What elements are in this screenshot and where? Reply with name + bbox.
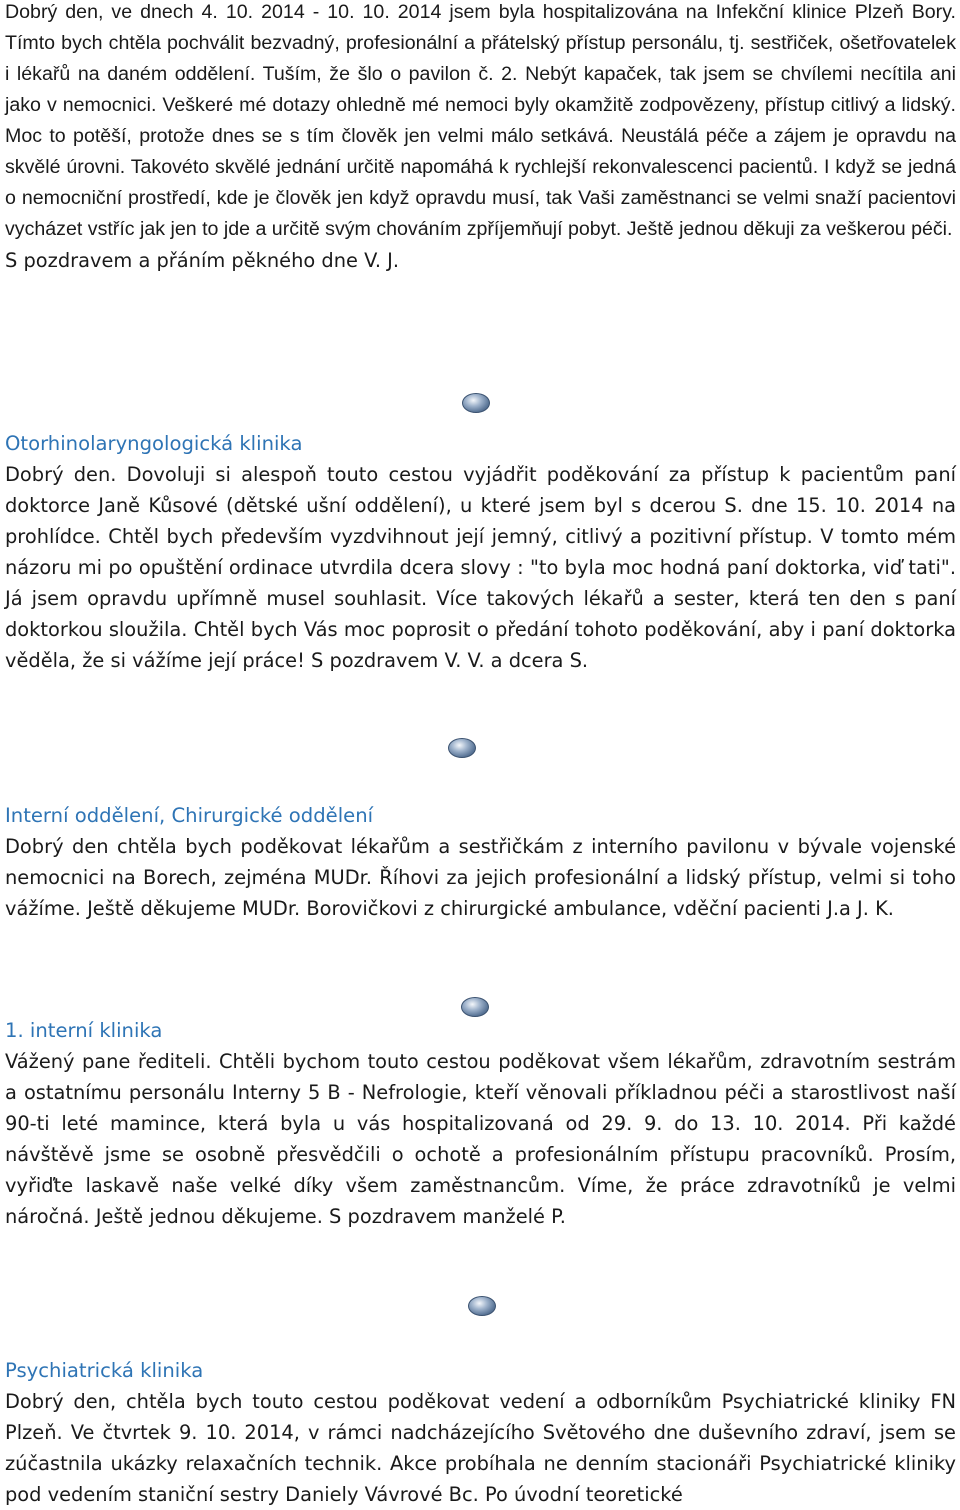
- section-heading: Interní oddělení, Chirurgické oddělení: [5, 804, 374, 827]
- intro-block: [5, 0, 956, 276]
- bullet-icon: [468, 1296, 496, 1316]
- bullet-icon: [462, 393, 490, 413]
- section-text: Vážený pane řediteli. Chtěli bychom touto cestou poděkovat všem lékařům, zdravotním sestrám a ostatnímu personálu Interny 5 B - Nefrologie, kteří věnovali příkladnou péči a starostlivost naší 90-ti leté mamince, která byla u vás hospitalizovaná od 29. 9. do 13. 10. 2014. Při každé návštěvě jsme se osobně přesvědčili o ochotě a profesionálním přístupu pracovníků. Prosím, vyřiďte laskavě naše velké díky všem zaměstnancům. Víme, že práce zdravotníků je velmi náročná. Ještě jednou děkujeme. S pozdravem manželé P.: [5, 1050, 956, 1228]
- section-heading: Otorhinolaryngologická klinika: [5, 432, 303, 455]
- bullet-icon: [448, 738, 476, 758]
- intro-text: Dobrý den, ve dnech 4. 10. 2014 - 10. 10. 2014 jsem byla hospitalizována na Infekční klinice Plzeň Bory. Tímto bych chtěla pochválit bezvadný, profesionální a přátelský přístup personálu, tj. sestřiček, ošetřovatelek i lékařů na daném oddělení. Tuším, že šlo o pavilon č. 2. Nebýt kapaček, tak jsem se chvílemi necítila ani jako v nemocnici. Veškeré mé dotazy ohledně mé nemoci byly okamžitě zodpovězeny, přístup citlivý a lidský. Moc to potěší, protože dnes se s tím člověk jen velmi málo setkává. Neustálá péče a zájem je opravdu na skvělé úrovni. Takovéto skvělé jednání určitě napomáhá k rychlejší rekonvalescenci pacientů. I když se jedná o nemocniční prostředí, kde je člověk jen když opravdu musí, tak Vaši zaměstnanci se velmi snaží pacientovi vycházet vstříc jak jen to jde a určitě svým chováním zpříjemňují pobyt. Ještě jednou děkuji za veškerou péči.: [5, 1, 956, 240]
- section-text: Dobrý den. Dovoluji si alespoň touto cestou vyjádřit poděkování za přístup k pacientům paní doktorce Janě Kůsové (dětské ušní oddělení), u které jsem byl s dcerou S. dne 15. 10. 2014 na prohlídce. Chtěl bych především vyzdvihnout její jemný, citlivý a pozitivní přístup. V tomto mém názoru mi po opuštění ordinace utvrdila dcera slovy : "to byla moc hodná paní doktorka, viď tati". Já jsem opravdu upřímně musel souhlasit. Více takových lékařů a sester, která ten den s paní doktorkou sloužila. Chtěl bych Vás moc poprosit o předání tohoto poděkování, aby i paní doktorka věděla, že si vážíme její práce! S pozdravem V. V. a dcera S.: [5, 463, 956, 672]
- section-heading: Psychiatrická klinika: [5, 1359, 204, 1382]
- section-text: Dobrý den chtěla bych poděkovat lékařům a sestřičkám z interního pavilonu v bývale vojenské nemocnici na Borech, zejména MUDr. Říhovi za jejich profesionální a lidský přístup, velmi si toho vážíme. Ještě děkujeme MUDr. Borovičkovi z chirurgické ambulance, vděční pacienti J.a J. K.: [5, 835, 956, 920]
- section-otorhinolaryngology: [5, 428, 956, 676]
- bullet-icon: [461, 997, 489, 1017]
- section-heading: 1. interní klinika: [5, 1019, 163, 1042]
- intro-signature: S pozdravem a přáním pěkného dne V. J.: [5, 249, 400, 272]
- section-internal-surgical: [5, 800, 956, 924]
- section-psychiatry: [5, 1355, 956, 1510]
- section-1st-internal: [5, 1015, 956, 1232]
- section-text: Dobrý den, chtěla bych touto cestou poděkovat vedení a odborníkům Psychiatrické kliniky FN Plzeň. Ve čtvrtek 9. 10. 2014, v rámci nadcházejícího Světového dne duševního zdraví, jsem se zúčastnila ukázky relaxačních technik. Akce probíhala ne denním stacionáři Psychiatrické kliniky pod vedením staniční sestry Daniely Vávrové Bc. Po úvodní teoretické: [5, 1390, 956, 1506]
